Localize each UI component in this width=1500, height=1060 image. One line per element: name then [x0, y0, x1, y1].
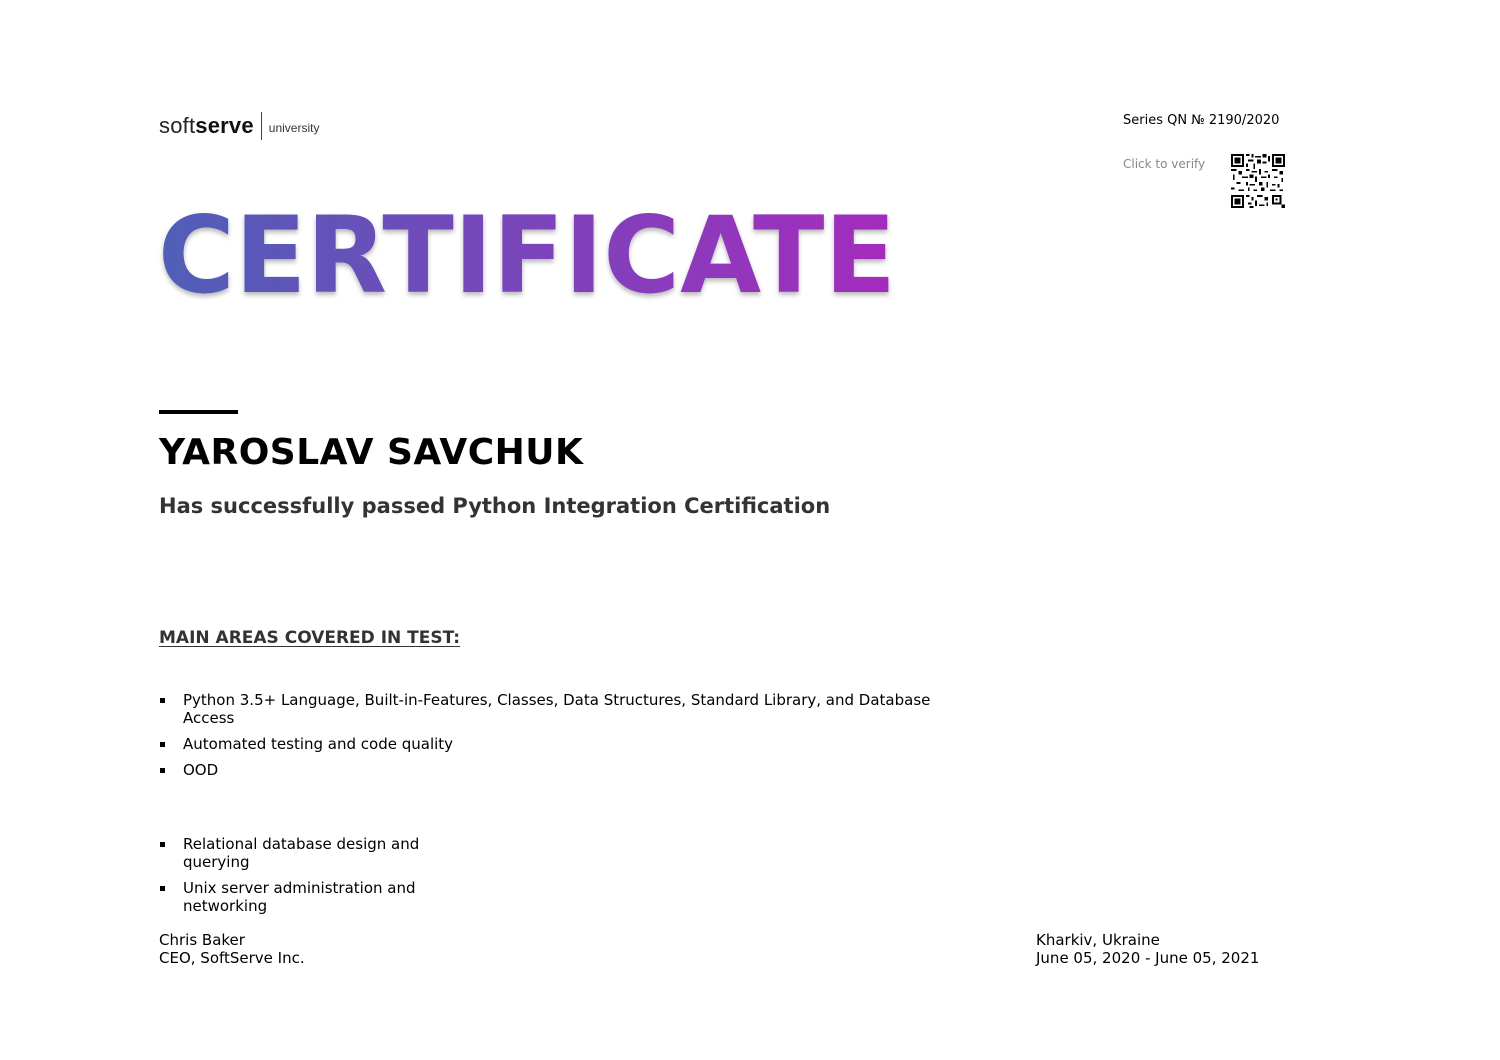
- list-item: Relational database design and querying: [159, 835, 449, 871]
- signer-block: [159, 931, 305, 967]
- areas-list-secondary: [159, 835, 449, 923]
- list-item: Automated testing and code quality: [159, 735, 959, 753]
- recipient-name: YAROSLAV SAVCHUK: [159, 432, 584, 473]
- qr-code-icon[interactable]: [1231, 154, 1285, 208]
- verify-link[interactable]: Click to verify: [1123, 157, 1206, 171]
- validity-period: June 05, 2020 - June 05, 2021: [1036, 949, 1260, 967]
- place-date-block: [1036, 931, 1259, 967]
- logo-university-text: university: [268, 120, 320, 135]
- logo-serve-text: serve: [195, 113, 254, 138]
- logo-soft-text: soft: [159, 113, 196, 138]
- logo-divider: [261, 112, 262, 140]
- name-accent-rule: [159, 410, 238, 414]
- list-item: OOD: [159, 761, 959, 779]
- list-item: Python 3.5+ Language, Built-in-Features, Classes, Data Structures, Standard Library, and Database Access: [159, 691, 959, 727]
- signer-name: Chris Baker: [159, 931, 245, 949]
- certificate-title: [156, 196, 916, 316]
- softserve-university-logo: [159, 112, 319, 140]
- series-number: Series QN № 2190/2020: [1123, 113, 1280, 128]
- areas-heading: MAIN AREAS COVERED IN TEST:: [159, 628, 461, 648]
- signer-title: CEO, SoftServe Inc.: [159, 949, 305, 967]
- issue-location: Kharkiv, Ukraine: [1036, 931, 1160, 949]
- areas-list-primary: [159, 691, 959, 787]
- list-item: Unix server administration and networking: [159, 879, 449, 915]
- certification-statement: Has successfully passed Python Integration Certification: [159, 494, 831, 518]
- certificate-title-text: CERTIFICATE: [158, 196, 896, 316]
